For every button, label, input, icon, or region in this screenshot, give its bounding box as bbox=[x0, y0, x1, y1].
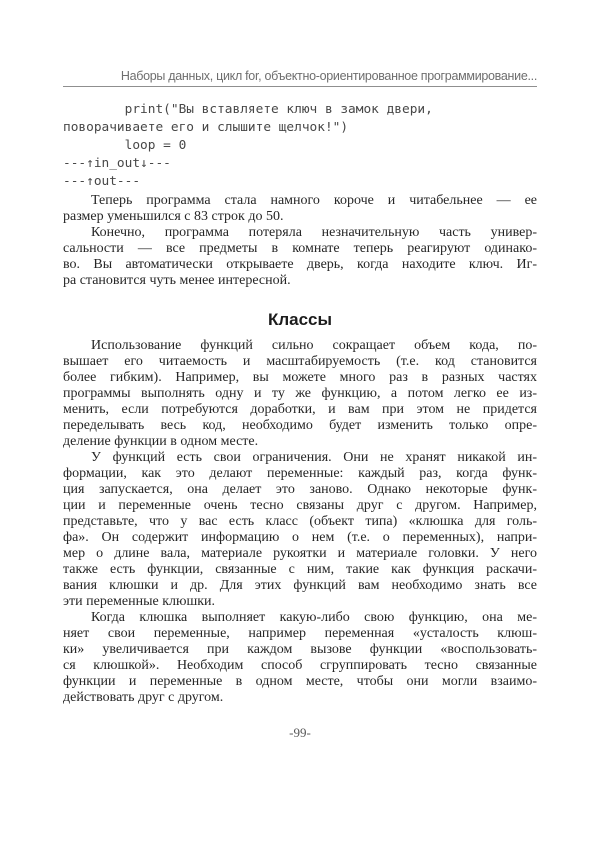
paragraph-line: Теперь программа стала намного короче и читабельнее — ее bbox=[91, 193, 537, 208]
paragraph-line: во. Вы автоматически открываете дверь, когда находите ключ. Иг- bbox=[63, 257, 537, 272]
paragraph-line: ции и переменные очень тесно связаны друг с другом. Например, bbox=[63, 498, 537, 513]
paragraph-line: менить, если потребуются доработки, и вам при этом не придется bbox=[63, 402, 537, 417]
code-line: loop = 0 bbox=[63, 138, 187, 153]
paragraph-line: Конечно, программа потеряла незначительную часть универ- bbox=[91, 225, 537, 240]
paragraph-line: ра становится чуть менее интересной. bbox=[63, 273, 291, 288]
code-line: print("Вы вставляете ключ в замок двери, bbox=[63, 102, 433, 117]
page-number: -99- bbox=[289, 725, 311, 740]
code-line: ---↑out--- bbox=[63, 174, 141, 189]
paragraph-line: действовать друг с другом. bbox=[63, 690, 224, 705]
paragraph-line: ся клюшкой». Необходим способ сгруппировать тесно связанные bbox=[63, 658, 537, 673]
paragraph-line: фа». Он содержит информацию о нем (т.е. о переменных), напри- bbox=[63, 530, 537, 545]
paragraph-line: Когда клюшка выполняет какую-либо свою функцию, она ме- bbox=[91, 610, 537, 625]
paragraph-line: вышает его читаемость и масштабируемость (т.е. код становится bbox=[63, 354, 537, 369]
paragraph-line: размер уменьшился с 83 строк до 50. bbox=[63, 209, 284, 224]
code-line: ---↑in_out↓--- bbox=[63, 156, 171, 171]
paragraph-line: программы выполнять одну и ту же функцию, а потом легко ее из- bbox=[63, 386, 537, 401]
paragraph-line: няет свои переменные, например переменная «усталость клюш- bbox=[63, 626, 537, 641]
paragraph-line: сальности — все предметы в комнате теперь реагируют одинако- bbox=[63, 241, 537, 256]
paragraph-line: Использование функций сильно сокращает объем кода, по- bbox=[91, 338, 537, 353]
paragraph-line: более гибким). Например, вы можете много раз в разных частях bbox=[63, 370, 537, 385]
body-paragraph bbox=[63, 193, 537, 225]
paragraph-line: У функций есть свои ограничения. Они не хранят никакой ин- bbox=[91, 450, 537, 465]
code-block bbox=[63, 101, 537, 191]
body-paragraph bbox=[63, 338, 537, 450]
paragraph-line: представьте, что у вас есть класс (объект типа) «клюшка для голь- bbox=[63, 514, 537, 529]
body-paragraph bbox=[63, 610, 537, 706]
paragraphs-section bbox=[63, 338, 537, 706]
body-paragraph bbox=[63, 450, 537, 610]
paragraph-line: функции и переменные в одном месте, чтобы они могли взаимо- bbox=[63, 674, 537, 689]
code-line: поворачиваете его и слышите щелчок!") bbox=[63, 120, 349, 135]
paragraph-line: эти переменные клюшки. bbox=[63, 594, 216, 609]
paragraph-line: ки» увеличивается при каждом вызове функции «воспользовать- bbox=[63, 642, 537, 657]
section-heading: Классы bbox=[267, 310, 333, 329]
paragraph-line: также есть функции, связанные с ним, такие как функция раскачи- bbox=[63, 562, 537, 577]
paragraph-line: вания клюшки и др. Для этих функций вам необходимо знать все bbox=[63, 578, 537, 593]
page-content bbox=[63, 68, 537, 740]
paragraph-line: переделывать весь код, необходимо будет изменить только опре- bbox=[63, 418, 537, 433]
paragraph-line: деление функции в одном месте. bbox=[63, 434, 259, 449]
running-header: Наборы данных, цикл for, объектно-ориентированное программирование... bbox=[63, 68, 537, 87]
paragraph-line: формации, как это делают переменные: каждый раз, когда функ- bbox=[63, 466, 537, 481]
body-paragraph bbox=[63, 225, 537, 289]
paragraph-line: ция запускается, она делает это заново. Однако некоторые функ- bbox=[63, 482, 537, 497]
paragraph-line: мер о длине вала, материале рукоятки и материале головки. У него bbox=[63, 546, 537, 561]
paragraphs-top bbox=[63, 193, 537, 289]
